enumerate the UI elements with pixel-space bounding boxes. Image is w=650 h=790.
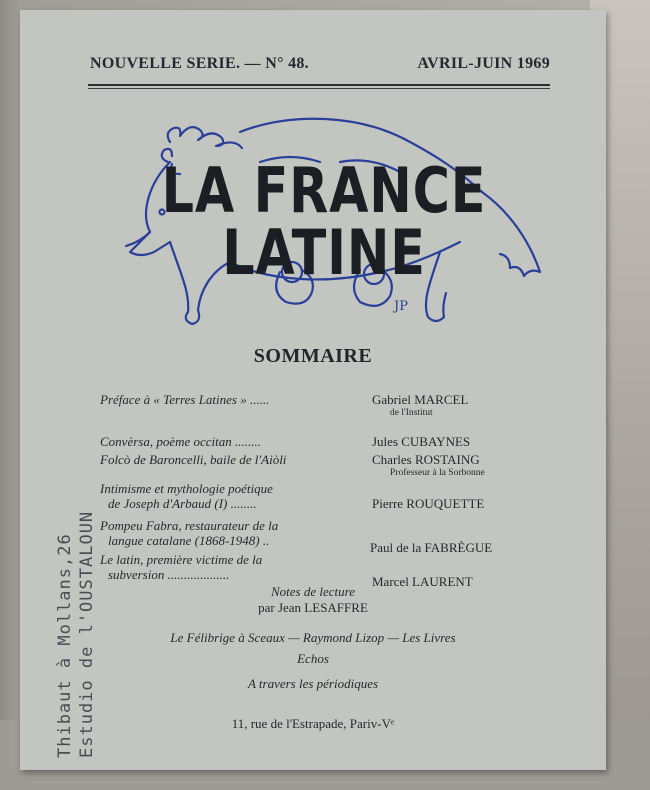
stamp-line-1: Thibaut à Mollans,26: [55, 533, 75, 758]
notes-title: Notes de lecture: [271, 584, 355, 599]
article-author: Jules CUBAYNES: [372, 434, 471, 449]
article-title: Intimisme et mythologie poétique: [100, 481, 273, 496]
author-note: Professeur à la Sorbonne: [390, 468, 485, 478]
echos-line: Echos: [297, 651, 329, 666]
series-number: NOUVELLE SERIE. — N° 48.: [90, 55, 309, 72]
article-author: Marcel LAURENT: [372, 574, 473, 589]
article-author: Paul de la FABRÈGUE: [370, 540, 493, 555]
article-title: Préface à « Terres Latines » ......: [100, 392, 270, 407]
article-author: Gabriel MARCEL: [372, 392, 469, 407]
misc-line: Le Félibrige à Sceaux — Raymond Lizop — Les Livres: [170, 630, 456, 645]
header-rule: [88, 84, 550, 86]
article-title-cont: de Joseph d'Arbaud (I) ........: [108, 496, 257, 511]
bookseller-stamp: [54, 511, 98, 758]
article-title: Le latin, première victime de la: [100, 552, 263, 567]
article-author: Pierre ROUQUETTE: [372, 496, 485, 511]
article-author: Charles ROSTAING: [372, 452, 480, 467]
artist-monogram: JP: [394, 299, 408, 314]
article-title: Pompeu Fabra, restaurateur de la: [100, 518, 279, 533]
journal-title: LA FRANCE LATINE: [161, 154, 487, 289]
article-title: Folcò de Baroncelli, baile de l'Aiòli: [100, 452, 287, 467]
article-title: Convèrsa, poème occitan ........: [100, 434, 262, 449]
notes-author: par Jean LESAFFRE: [258, 600, 368, 615]
publisher-address: 11, rue de l'Estrapade, Pariv-Vᵉ: [231, 716, 395, 731]
header-rule-thin: [88, 88, 550, 89]
article-title-cont: subversion ...................: [108, 567, 230, 582]
cover-header: [90, 55, 550, 77]
issue-date: AVRIL-JUIN 1969: [417, 55, 550, 72]
journal-cover: [20, 10, 606, 770]
contents-heading: SOMMAIRE: [253, 345, 373, 367]
periodicals-line: A travers les périodiques: [247, 676, 379, 691]
stamp-line-2: Estudio de l'OUSTALOUN: [77, 510, 97, 758]
reading-notes: [20, 584, 606, 616]
article-title-cont: langue catalane (1868-1948) ..: [108, 533, 270, 548]
author-note: de l'Institut: [390, 408, 433, 418]
